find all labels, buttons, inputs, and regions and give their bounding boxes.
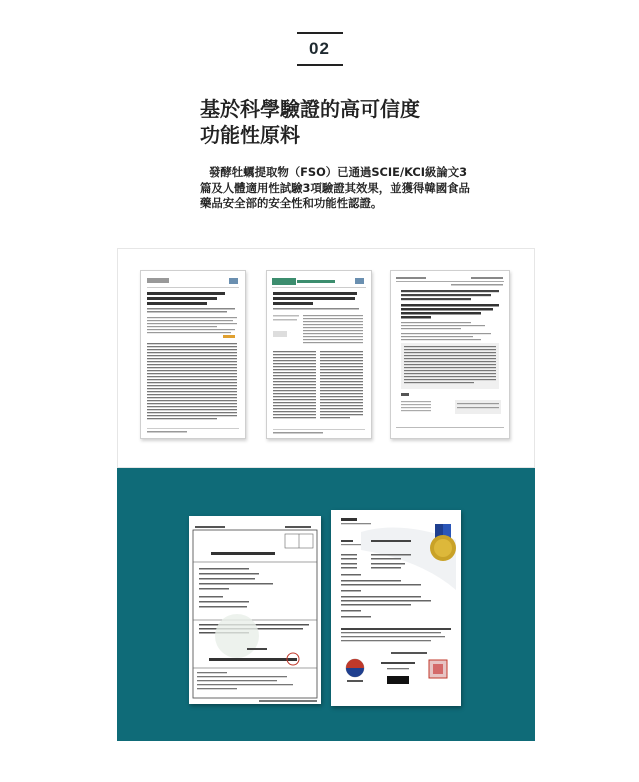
patent-certificate-thumbnail bbox=[331, 510, 461, 706]
headline-line-1: 基於科學驗證的高可信度 bbox=[200, 97, 420, 121]
headline-line-2: 功能性原料 bbox=[200, 123, 300, 147]
bottom-rule bbox=[297, 64, 343, 66]
document-icon bbox=[391, 271, 509, 438]
description: 發酵牡蠣提取物（FSO）已通過SCIE/KCI級論文3篇及人體適用性試驗3項驗證其效果，並獲得韓國食品藥品安全部的安全性和功能性認證。 bbox=[200, 165, 470, 210]
paper-thumbnail-1 bbox=[140, 270, 246, 439]
patent-seal-icon bbox=[331, 510, 461, 706]
functional-certificate-thumbnail bbox=[189, 516, 321, 704]
papers-panel bbox=[117, 248, 535, 468]
section-number: 02 bbox=[309, 39, 330, 58]
paper-thumbnail-3 bbox=[390, 270, 510, 439]
document-icon bbox=[141, 271, 245, 438]
paper-thumbnail-2 bbox=[266, 270, 372, 439]
certificates-panel bbox=[117, 468, 535, 741]
section-number-block bbox=[0, 32, 639, 66]
headline bbox=[200, 96, 500, 148]
document-icon bbox=[267, 271, 371, 438]
certificate-icon bbox=[189, 516, 321, 704]
